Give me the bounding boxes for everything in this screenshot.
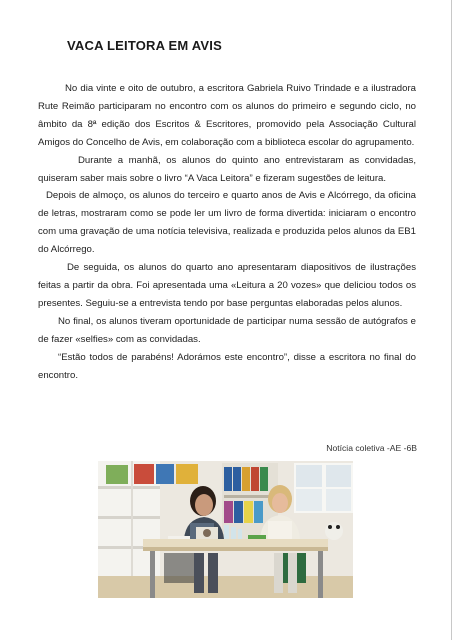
paragraph-1: No dia vinte e oito de outubro, a escritora Gabriela Ruivo Trindade e a ilustradora Rute Reimão participaram no encontro com os alunos do primeiro e segundo ciclo, no âmbito da 8ª edição dos Escritos & Escritores, promovido pela Associação Cultural Amigos do Concelho de Avis, em colaboração com a biblioteca escolar do agrupamento. <box>38 83 416 148</box>
paragraph-6: “Estão todos de parabéns! Adorámos este encontro”, disse a escritora no final do encontro. <box>38 351 416 381</box>
paragraph-5: No final, os alunos tiveram oportunidade de participar numa sessão de autógrafos e de fazer «selfies» com as convidadas. <box>38 315 416 345</box>
paragraph-3: Depois de almoço, os alunos do terceiro e quarto anos de Avis e Alcórrego, da oficina de letras, mostraram como se pode ler um livro de forma divertida: iniciaram o encontro com uma gravação de uma notícia televisiva, realizada e produzida pelos alunos da EB1 do Alcórrego. <box>38 190 416 256</box>
article-signature: Notícia coletiva -AE -6B <box>326 443 417 453</box>
event-photo <box>98 461 353 598</box>
paragraph-2: Durante a manhã, os alunos do quinto ano entrevistaram as convidadas, quiseram saber mais sobre o livro “A Vaca Leitora” e fizeram sugestões de leitura. <box>38 154 416 184</box>
paragraph-4: De seguida, os alunos do quarto ano apresentaram diapositivos de ilustrações feitas a partir da obra. Foi apresentada uma «Leitura a 20 vozes» que deliciou todos os presentes. Seguiu-se a entrevista tendo por base perguntas elaboradas pelos alunos. <box>38 262 416 309</box>
article-title: VACA LEITORA EM AVIS <box>67 38 222 53</box>
article-body <box>38 80 416 384</box>
